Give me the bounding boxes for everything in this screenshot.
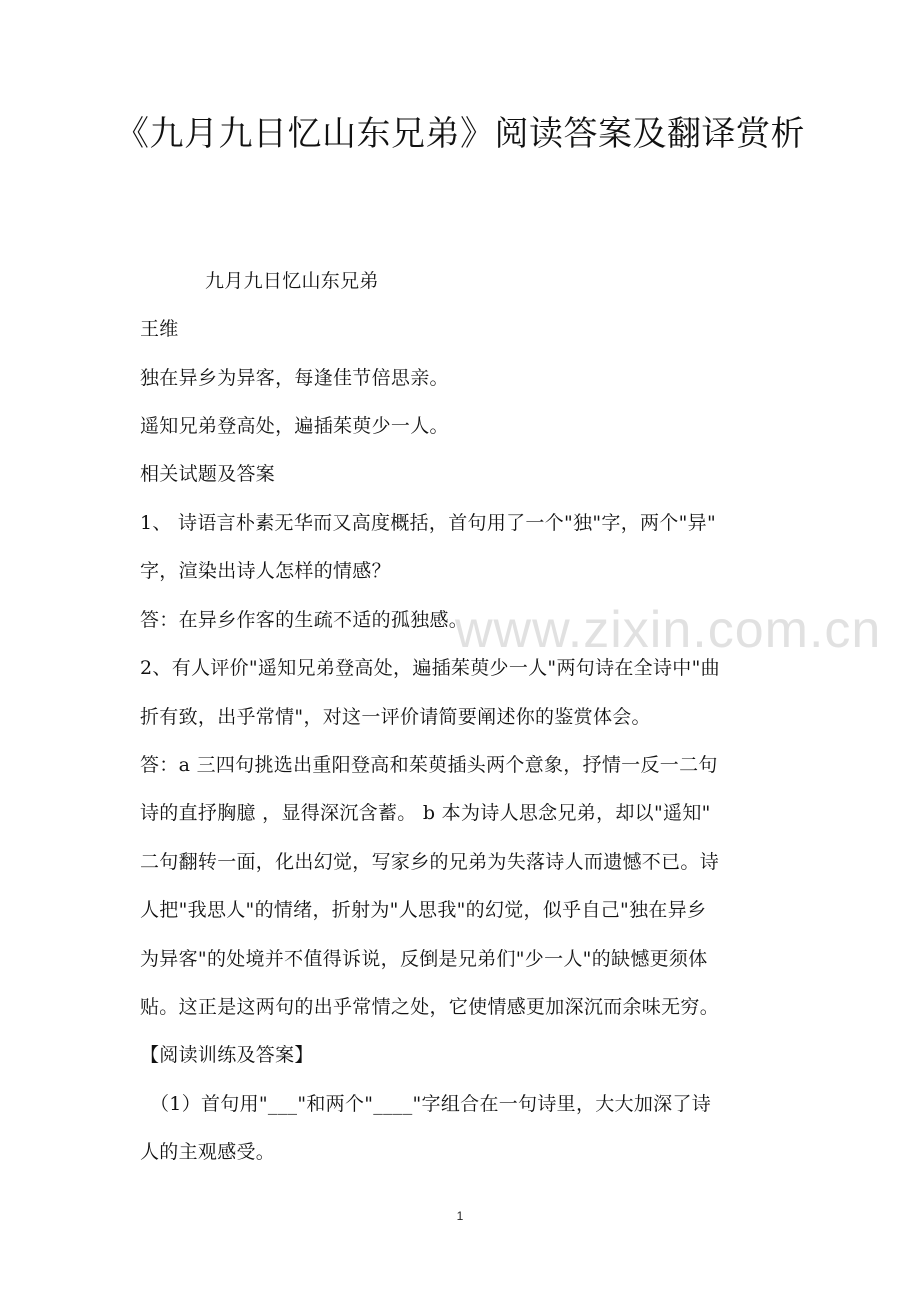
question-1-line-1: 1、 诗语言朴素无华而又高度概括，首句用了一个"独"字，两个"异" <box>140 512 716 534</box>
training-question-1-line-1: （1）首句用"___"和两个"____"字组合在一句诗里，大大加深了诗 <box>150 1093 712 1115</box>
answer-2-line-6: 贴。这正是这两句的出乎常情之处，它使情感更加深沉而余味无穷。 <box>140 996 720 1018</box>
poem-author: 王维 <box>140 318 179 340</box>
answer-2-line-3: 二句翻转一面，化出幻觉，写家乡的兄弟为失落诗人而遗憾不已。诗 <box>140 851 720 873</box>
answer-2-line-1: 答：a 三四句挑选出重阳登高和茱萸插头两个意象，抒情一反一二句 <box>140 754 718 776</box>
section-heading-questions: 相关试题及答案 <box>140 463 276 485</box>
section-heading-training: 【阅读训练及答案】 <box>140 1044 314 1066</box>
answer-2-line-2: 诗的直抒胸臆 ，显得深沉含蓄。 b 本为诗人思念兄弟，却以"遥知" <box>140 802 711 824</box>
question-1-line-2: 字，渲染出诗人怎样的情感？ <box>140 560 391 582</box>
document-title: 《九月九日忆山东兄弟》阅读答案及翻译赏析 <box>115 114 805 154</box>
question-2-line-2: 折有致，出乎常情"，对这一评价请简要阐述你的鉴赏体会。 <box>140 706 651 728</box>
poem-title: 九月九日忆山东兄弟 <box>205 270 379 292</box>
poem-line-1: 独在异乡为异客，每逢佳节倍思亲。 <box>140 367 449 389</box>
question-2-line-1: 2、有人评价"遥知兄弟登高处，遍插茱萸少一人"两句诗在全诗中"曲 <box>140 657 720 679</box>
answer-2-line-4: 人把"我思人"的情绪，折射为"人思我"的幻觉，似乎自己"独在异乡 <box>140 899 707 921</box>
training-question-1-line-2: 人的主观感受。 <box>140 1141 276 1163</box>
answer-1: 答：在异乡作客的生疏不适的孤独感。 <box>140 609 469 631</box>
page-number: 1 <box>456 1209 464 1223</box>
answer-2-line-5: 为异客"的处境并不值得诉说，反倒是兄弟们"少一人"的缺憾更须体 <box>140 948 708 970</box>
watermark: www.zixin.com.cn <box>455 601 882 659</box>
poem-line-2: 遥知兄弟登高处，遍插茱萸少一人。 <box>140 415 449 437</box>
